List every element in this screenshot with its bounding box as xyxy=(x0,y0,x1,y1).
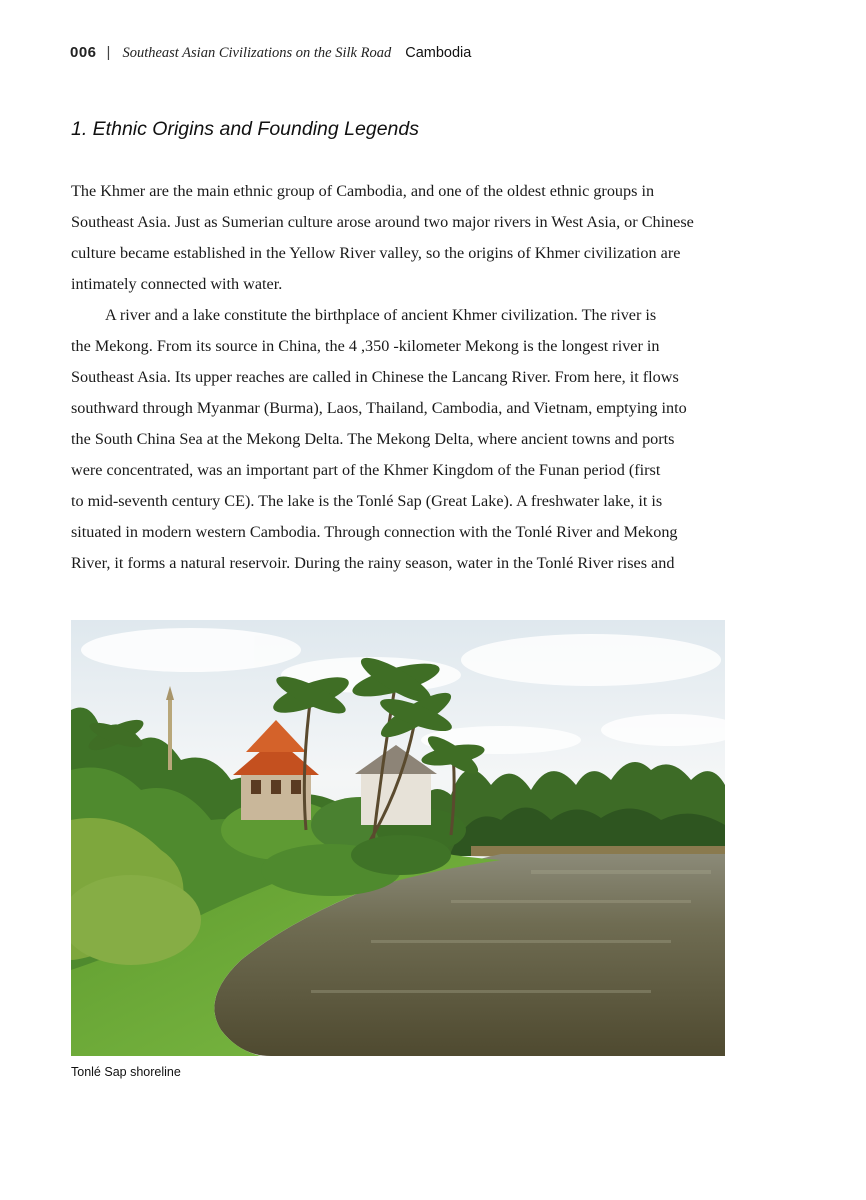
body-line: southward through Myanmar (Burma), Laos, Thailand, Cambodia, and Vietnam, emptying into xyxy=(71,399,687,417)
body-line: culture became established in the Yellow River valley, so the origins of Khmer civilization are xyxy=(71,244,681,262)
body-line: the Mekong. From its source in China, the 4 ,350 -kilometer Mekong is the longest river in xyxy=(71,337,660,355)
body-line: Southeast Asia. Just as Sumerian culture arose around two major rivers in West Asia, or Chinese xyxy=(71,213,694,231)
body-line: Southeast Asia. Its upper reaches are called in Chinese the Lancang River. From here, it flows xyxy=(71,368,679,386)
body-line: River, it forms a natural reservoir. During the rainy season, water in the Tonlé River rises and xyxy=(71,554,675,572)
body-line: The Khmer are the main ethnic group of Cambodia, and one of the oldest ethnic groups in xyxy=(71,182,655,200)
body-line: the South China Sea at the Mekong Delta. The Mekong Delta, where ancient towns and ports xyxy=(71,430,675,448)
tonle-sap-photo xyxy=(71,620,725,1056)
header-separator: | xyxy=(106,44,111,61)
page-number: 006 xyxy=(70,44,97,61)
body-line: to mid-seventh century CE). The lake is the Tonlé Sap (Great Lake). A freshwater lake, it is xyxy=(71,492,663,510)
landscape-illustration xyxy=(71,620,725,1056)
running-head xyxy=(70,44,471,66)
book-title: Southeast Asian Civilizations on the Silk Road xyxy=(122,45,392,61)
figure-caption: Tonlé Sap shoreline xyxy=(71,1065,181,1079)
body-text xyxy=(71,176,736,579)
section-heading: 1. Ethnic Origins and Founding Legends xyxy=(71,118,419,140)
body-line: situated in modern western Cambodia. Through connection with the Tonlé River and Mekong xyxy=(71,523,678,541)
body-line: A river and a lake constitute the birthplace of ancient Khmer civilization. The river is xyxy=(105,306,657,324)
body-line: were concentrated, was an important part of the Khmer Kingdom of the Funan period (first xyxy=(71,461,661,479)
chapter-name: Cambodia xyxy=(405,45,472,61)
body-line: intimately connected with water. xyxy=(71,275,283,293)
